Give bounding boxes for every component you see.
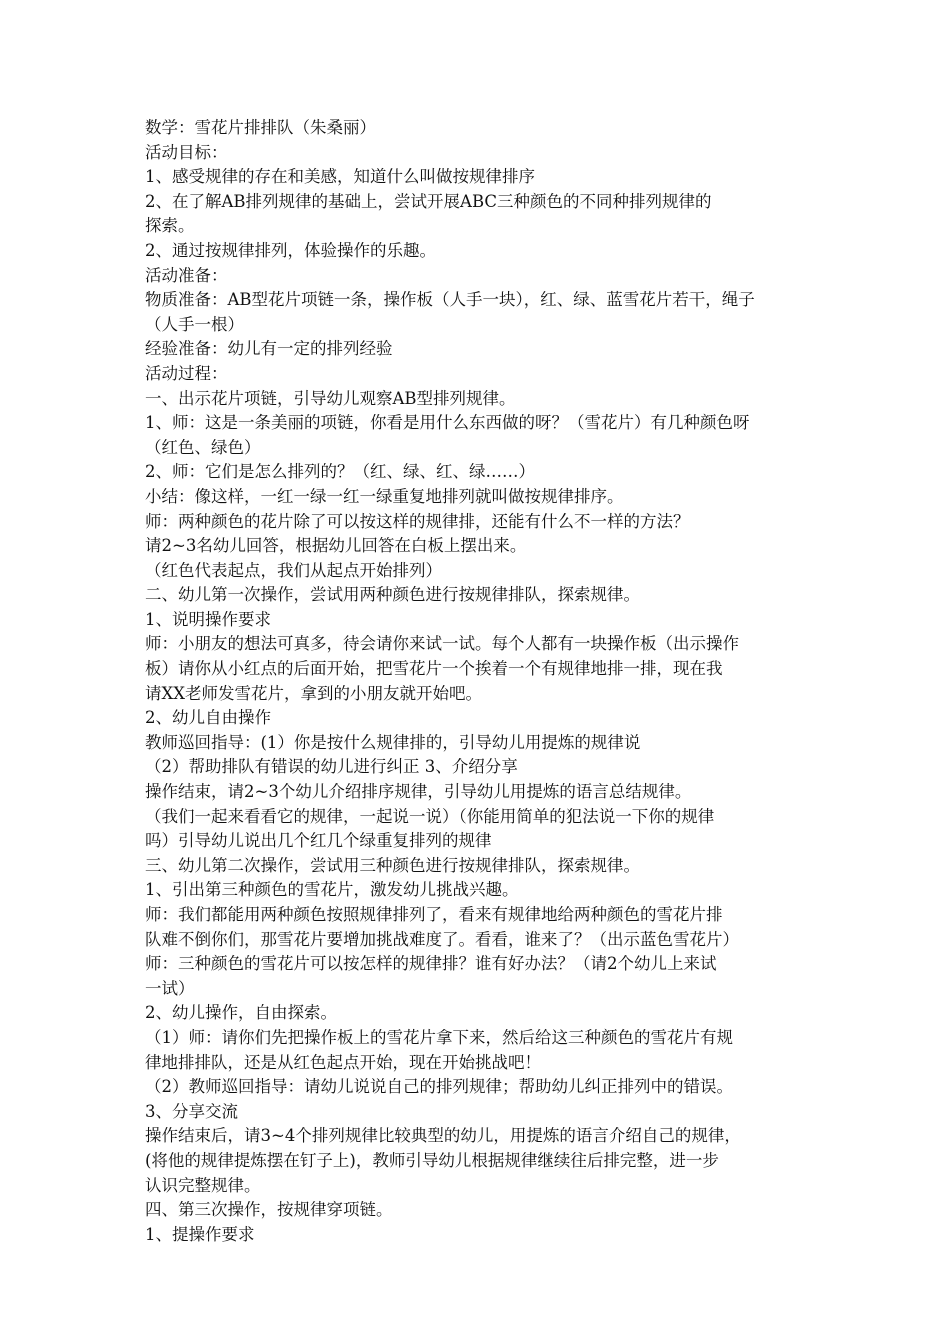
process-text: 教师巡回指导：(1）你是按什么规律排的，引导幼儿用提炼的规律说 bbox=[145, 732, 641, 752]
process-text: 3、分享交流 bbox=[145, 1101, 238, 1121]
process-step-heading: 一、出示花片项链，引导幼儿观察AB型排列规律。 bbox=[145, 388, 516, 408]
process-text: 请2~3名幼儿回答，根据幼儿回答在白板上摆出来。 bbox=[145, 536, 527, 556]
section-heading-preparation: 活动准备： bbox=[145, 265, 228, 285]
goal-item: 2、在了解AB排列规律的基础上，尝试开展ABC三种颜色的不同种排列规律的 bbox=[145, 191, 712, 211]
process-text: （1）师：请你们先把操作板上的雪花片拿下来，然后给这三种颜色的雪花片有规 bbox=[145, 1027, 733, 1047]
process-step-heading: 二、幼儿第一次操作，尝试用两种颜色进行按规律排队，探索规律。 bbox=[145, 585, 640, 605]
process-text: 2、幼儿操作，自由探索。 bbox=[145, 1003, 337, 1023]
process-step-heading: 三、幼儿第二次操作，尝试用三种颜色进行按规律排队，探索规律。 bbox=[145, 855, 640, 875]
goal-item: 2、通过按规律排列，体验操作的乐趣。 bbox=[145, 240, 436, 260]
process-text: 师：我们都能用两种颜色按照规律排列了，看来有规律地给两种颜色的雪花片排 bbox=[145, 905, 723, 924]
process-text: （2）帮助排队有错误的幼儿进行纠正 3、介绍分享 bbox=[145, 757, 518, 777]
process-text: 操作结束，请2~3个幼儿介绍排序规律，引导幼儿用提炼的语言总结规律。 bbox=[145, 782, 692, 802]
process-text: （红色代表起点，我们从起点开始排列） bbox=[145, 560, 442, 580]
process-text: 2、师：它们是怎么排列的？（红、绿、红、绿……） bbox=[145, 462, 535, 482]
process-text: 认识完整规律。 bbox=[145, 1175, 261, 1195]
goal-item: 1、感受规律的存在和美感，知道什么叫做按规律排序 bbox=[145, 167, 535, 187]
process-text: （红色、绿色） bbox=[145, 437, 261, 457]
process-text: 师：两种颜色的花片除了可以按这样的规律排，还能有什么不一样的方法？ bbox=[145, 511, 690, 531]
process-text: 律地排排队，还是从红色起点开始，现在开始挑战吧！ bbox=[145, 1052, 541, 1072]
process-text: 师：三种颜色的雪花片可以按怎样的规律排？谁有好办法？（请2个幼儿上来试 bbox=[145, 954, 717, 974]
process-text: 一试） bbox=[145, 978, 195, 998]
process-text: 小结：像这样，一红一绿一红一绿重复地排列就叫做按规律排序。 bbox=[145, 486, 624, 506]
document-page bbox=[145, 116, 813, 1247]
process-text: 1、师：这是一条美丽的项链，你看是用什么东西做的呀？（雪花片）有几种颜色呀 bbox=[145, 413, 750, 433]
process-text: 操作结束后，请3~4个排列规律比较典型的幼儿，用提炼的语言介绍自己的规律， bbox=[145, 1126, 741, 1146]
process-text: 1、提操作要求 bbox=[145, 1224, 255, 1244]
section-heading-goals: 活动目标： bbox=[145, 142, 228, 162]
process-text: 1、引出第三种颜色的雪花片，激发幼儿挑战兴趣。 bbox=[145, 880, 519, 900]
material-preparation: 物质准备：AB型花片项链一条，操作板（人手一块），红、绿、蓝雪花片若干，绳子 bbox=[145, 290, 755, 310]
process-text: （2）教师巡回指导：请幼儿说说自己的排列规律；帮助幼儿纠正排列中的错误。 bbox=[145, 1077, 733, 1097]
process-text: 请XX老师发雪花片，拿到的小朋友就开始吧。 bbox=[145, 683, 482, 703]
process-text: 吗）引导幼儿说出几个红几个绿重复排列的规律 bbox=[145, 831, 492, 851]
process-step-heading: 四、第三次操作，按规律穿项链。 bbox=[145, 1200, 393, 1220]
process-text: 2、幼儿自由操作 bbox=[145, 708, 271, 728]
process-text: 1、说明操作要求 bbox=[145, 609, 271, 629]
process-text: 板）请你从小红点的后面开始，把雪花片一个挨着一个有规律地排一排，现在我 bbox=[145, 659, 723, 679]
process-text: 队难不倒你们，那雪花片要增加挑战难度了。看看，谁来了？（出示蓝色雪花片） bbox=[145, 929, 739, 949]
process-text: (将他的规律提炼摆在钉子上)，教师引导幼儿根据规律继续往后排完整，进一步 bbox=[145, 1150, 719, 1170]
document-title: 数学：雪花片排排队（朱桑丽） bbox=[145, 118, 376, 137]
section-heading-process: 活动过程： bbox=[145, 363, 228, 383]
goal-item-continued: 探索。 bbox=[145, 216, 195, 236]
process-text: 师：小朋友的想法可真多，待会请你来试一试。每个人都有一块操作板（出示操作 bbox=[145, 634, 739, 654]
material-preparation-continued: （人手一根） bbox=[145, 314, 244, 334]
process-text: （我们一起来看看它的规律，一起说一说）（你能用简单的犯法说一下你的规律 bbox=[145, 806, 715, 826]
experience-preparation: 经验准备：幼儿有一定的排列经验 bbox=[145, 339, 393, 359]
